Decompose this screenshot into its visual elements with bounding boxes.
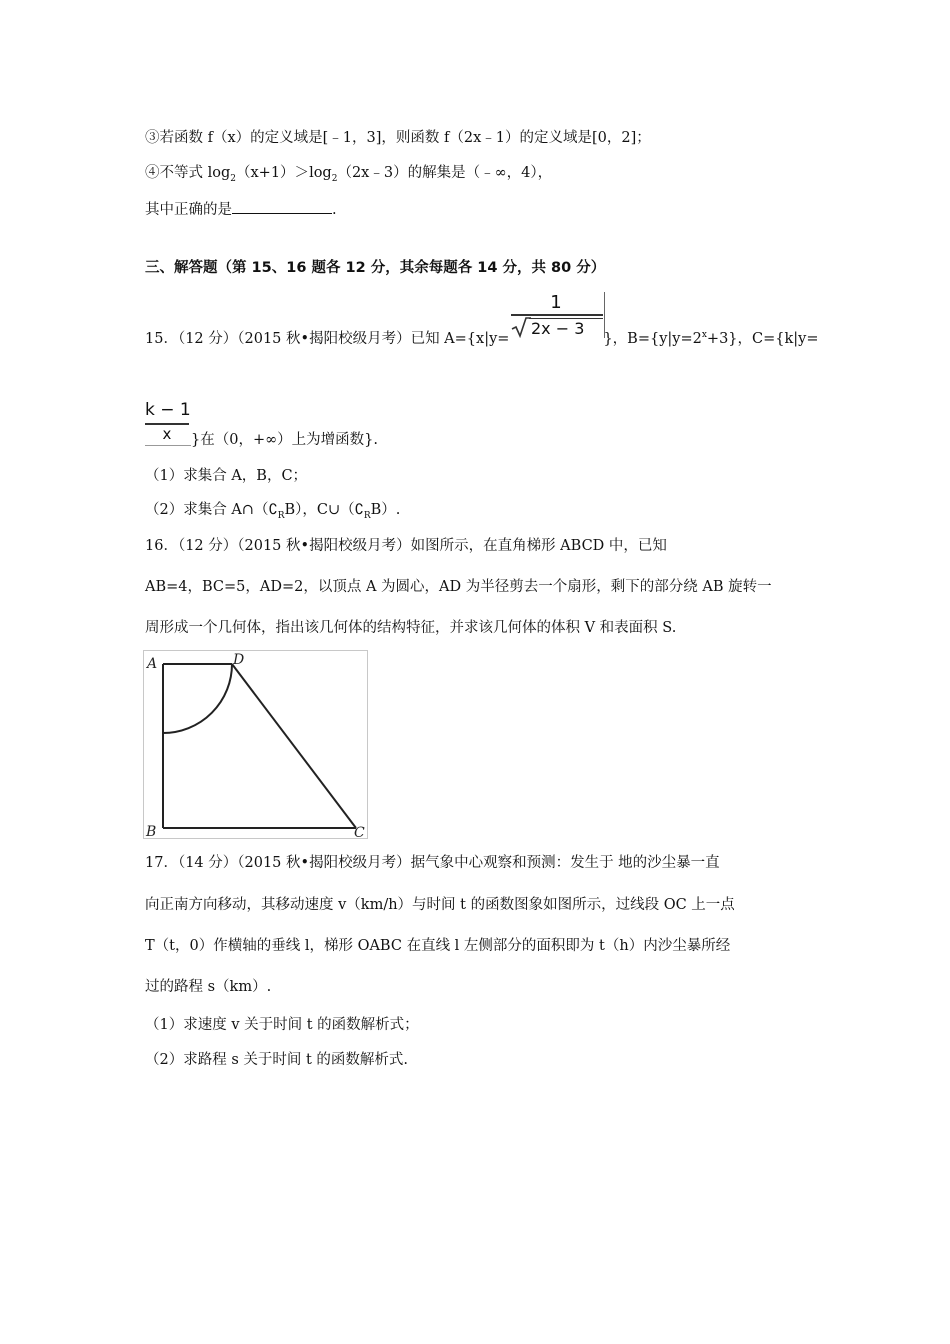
label-a: A (147, 656, 158, 672)
q16-line-2: AB=4，BC=5，AD=2，以顶点 A 为圆心，AD 为半径剪去一个扇形，剩下的部分绕 AB 旋转一 (145, 579, 772, 595)
statement-4-prefix: ④不等式 (145, 165, 208, 181)
answer-prompt-text: 其中正确的是 (145, 202, 232, 218)
q17-line-4: 过的路程 s（km）. (145, 979, 272, 995)
arc-sector (163, 664, 232, 733)
fraction-k-image (145, 400, 191, 446)
statement-4-mid: （x+1）＞ (236, 165, 310, 181)
statement-4 (145, 163, 552, 189)
complement-sub-2: R (363, 510, 371, 521)
q16-line-1: 16．（12 分）（2015 秋•揭阳校级月考）如图所示，在直角梯形 ABCD 中，已知 (145, 538, 667, 554)
fraction-numerator: 1 (550, 292, 562, 313)
q15-part-a: 15．（12 分）（2015 秋•揭阳校级月考）已知 A={x|y= (145, 330, 510, 347)
q15-part-c: +3}，C={k|y= (706, 330, 819, 347)
q17-line-1: 17．（14 分）（2015 秋•揭阳校级月考）据气象中心观察和预测：发生于 地的沙尘暴一直 (145, 855, 720, 871)
q15-part-b: }，B={y|y=2 (603, 330, 702, 347)
q15-sub2-b: B），C∪（∁ (284, 502, 364, 518)
q15-exponent: x (701, 330, 707, 340)
segment-dc (232, 664, 356, 828)
label-c: C (354, 825, 365, 840)
q17-subquestion-1: （1）求速度 v 关于时间 t 的函数解析式； (145, 1017, 419, 1033)
q15-sub2-c: B）. (370, 502, 401, 518)
log-base-1: 2 (230, 173, 236, 184)
complement-sub-1: R (277, 510, 285, 521)
fraction-k-denominator: x (162, 425, 172, 443)
statement-4-suffix: （2x﹣3）的解集是（﹣∞，4）， (337, 165, 553, 181)
log-text-2: log (309, 165, 332, 181)
q15-subquestion-1: （1）求集合 A，B，C； (145, 468, 308, 484)
q17-line-3: T（t，0）作横轴的垂线 l，梯形 OABC 在直线 l 左侧部分的面积即为 t（h）内沙尘暴所经 (145, 938, 731, 954)
trapezoid-figure (143, 650, 369, 840)
label-d: D (233, 652, 245, 668)
answer-prompt-end: . (332, 202, 337, 218)
log-base-2: 2 (331, 173, 338, 184)
figure-frame (144, 651, 368, 839)
log-text-1: log (207, 165, 231, 181)
fraction-k-numerator: k − 1 (145, 400, 191, 420)
q15-subquestion-2 (145, 500, 400, 526)
fraction-denominator: 2x − 3 (531, 319, 585, 338)
q16-line-3: 周形成一个几何体，指出该几何体的结构特征，并求该几何体的体积 V 和表面积 S. (145, 620, 677, 636)
answer-blank[interactable] (232, 199, 332, 214)
section-heading: 三、解答题（第 15、16 题各 12 分，其余每题各 14 分，共 80 分） (145, 260, 606, 276)
q15-sub2-a: （2）求集合 A∩（∁ (145, 502, 278, 518)
q15-statement (145, 325, 819, 349)
statement-3: ③若函数 f（x）的定义域是[﹣1，3]，则函数 f（2x﹣1）的定义域是[0，2]； (145, 130, 651, 146)
q17-line-2: 向正南方向移动，其移动速度 v（km/h）与时间 t 的函数图象如图所示，过线段 OC 上一点 (145, 897, 735, 913)
image-bottom-edge (145, 445, 191, 446)
answer-prompt (145, 199, 337, 220)
label-b: B (146, 824, 157, 840)
q17-subquestion-2: （2）求路程 s 关于时间 t 的函数解析式. (145, 1052, 409, 1068)
q15-statement-cont: }在（0，+∞）上为增函数}. (191, 432, 379, 448)
